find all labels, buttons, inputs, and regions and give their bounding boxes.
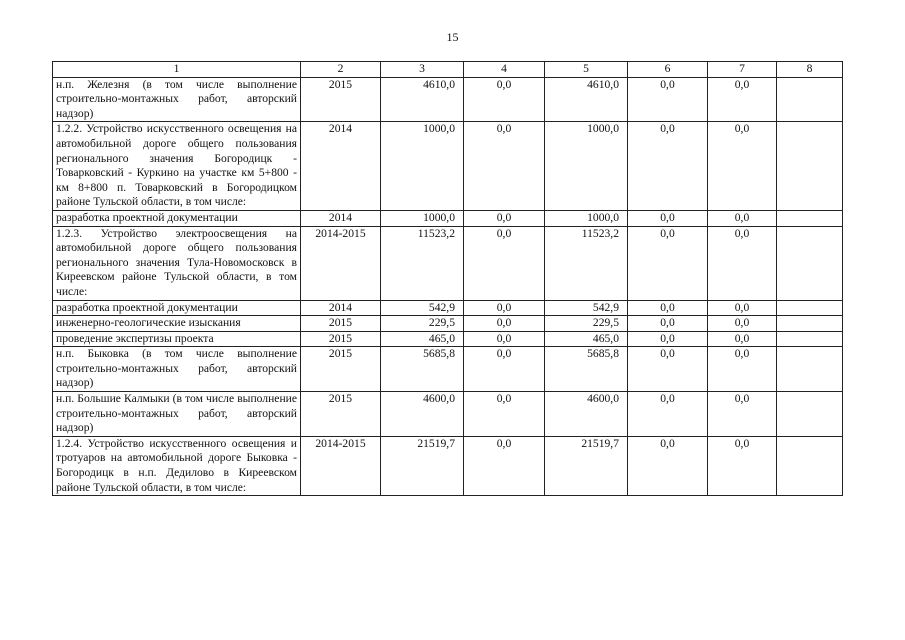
row-period: 2015 (301, 331, 381, 347)
row-description: разработка проектной документации (53, 210, 301, 226)
row-period: 2014 (301, 122, 381, 211)
table-row (53, 316, 843, 332)
table-row (53, 226, 843, 300)
row-total: 21519,7 (381, 436, 464, 495)
row-description: н.п. Большие Калмыки (в том числе выполнение строительно-монтажных работ, авторский надзор) (53, 392, 301, 437)
row-col4: 0,0 (464, 331, 545, 347)
column-header-7: 7 (708, 62, 777, 78)
row-total: 5685,8 (381, 347, 464, 392)
row-col7: 0,0 (708, 436, 777, 495)
column-header-4: 4 (464, 62, 545, 78)
row-total: 1000,0 (381, 210, 464, 226)
row-col6: 0,0 (628, 122, 708, 211)
row-col8 (777, 226, 843, 300)
row-col5: 229,5 (545, 316, 628, 332)
row-period: 2014-2015 (301, 436, 381, 495)
row-col7: 0,0 (708, 392, 777, 437)
row-col8 (777, 77, 843, 122)
row-total: 1000,0 (381, 122, 464, 211)
column-header-2: 2 (301, 62, 381, 78)
row-col6: 0,0 (628, 77, 708, 122)
row-period: 2014 (301, 210, 381, 226)
row-col4: 0,0 (464, 436, 545, 495)
table-body (53, 62, 843, 496)
row-description: 1.2.4. Устройство искусственного освещения и тротуаров на автомобильной дороге Быковка - Богородицк в н.п. Дедилово в Киреевском районе Тульской области, в том числе: (53, 436, 301, 495)
row-col4: 0,0 (464, 77, 545, 122)
column-header-8: 8 (777, 62, 843, 78)
row-period: 2014 (301, 300, 381, 316)
row-description: 1.2.3. Устройство электроосвещения на автомобильной дороге общего пользования регионального значения Тула-Новомосковск в Киреевском районе Тульской области, в том числе: (53, 226, 301, 300)
row-col5: 5685,8 (545, 347, 628, 392)
row-col8 (777, 210, 843, 226)
row-col5: 11523,2 (545, 226, 628, 300)
row-total: 4610,0 (381, 77, 464, 122)
row-col4: 0,0 (464, 226, 545, 300)
row-col6: 0,0 (628, 436, 708, 495)
row-period: 2015 (301, 77, 381, 122)
row-total: 465,0 (381, 331, 464, 347)
row-col6: 0,0 (628, 392, 708, 437)
row-description: инженерно-геологические изыскания (53, 316, 301, 332)
column-number-row (53, 62, 843, 78)
column-header-3: 3 (381, 62, 464, 78)
table-row (53, 331, 843, 347)
row-description: разработка проектной документации (53, 300, 301, 316)
row-period: 2015 (301, 347, 381, 392)
row-total: 4600,0 (381, 392, 464, 437)
row-col8 (777, 436, 843, 495)
row-total: 229,5 (381, 316, 464, 332)
row-col4: 0,0 (464, 347, 545, 392)
table-row (53, 347, 843, 392)
row-period: 2015 (301, 392, 381, 437)
page-number: 15 (446, 30, 459, 44)
row-col8 (777, 347, 843, 392)
column-header-6: 6 (628, 62, 708, 78)
row-col6: 0,0 (628, 347, 708, 392)
table-row (53, 436, 843, 495)
row-col8 (777, 300, 843, 316)
row-col6: 0,0 (628, 300, 708, 316)
table-row (53, 392, 843, 437)
row-col8 (777, 331, 843, 347)
row-col7: 0,0 (708, 331, 777, 347)
budget-table (52, 61, 843, 496)
row-col8 (777, 316, 843, 332)
row-col7: 0,0 (708, 300, 777, 316)
table-row (53, 77, 843, 122)
row-col8 (777, 392, 843, 437)
row-col4: 0,0 (464, 210, 545, 226)
row-col6: 0,0 (628, 226, 708, 300)
row-col6: 0,0 (628, 210, 708, 226)
row-col7: 0,0 (708, 347, 777, 392)
row-col5: 465,0 (545, 331, 628, 347)
row-col6: 0,0 (628, 331, 708, 347)
row-col5: 542,9 (545, 300, 628, 316)
table-row (53, 122, 843, 211)
row-description: 1.2.2. Устройство искусственного освещения на автомобильной дороге общего пользования регионального значения Богородицк - Товарковский - Куркино на участке км 5+800 - км 8+800 п. Товарковский в Богородицком районе Тульской области, в том числе: (53, 122, 301, 211)
row-period: 2014-2015 (301, 226, 381, 300)
row-col7: 0,0 (708, 316, 777, 332)
row-col4: 0,0 (464, 316, 545, 332)
row-col8 (777, 122, 843, 211)
row-description: н.п. Быковка (в том числе выполнение строительно-монтажных работ, авторский надзор) (53, 347, 301, 392)
table-row (53, 300, 843, 316)
row-col7: 0,0 (708, 226, 777, 300)
row-col6: 0,0 (628, 316, 708, 332)
row-period: 2015 (301, 316, 381, 332)
row-description: н.п. Железня (в том числе выполнение строительно-монтажных работ, авторский надзор) (53, 77, 301, 122)
row-col4: 0,0 (464, 122, 545, 211)
row-col5: 4600,0 (545, 392, 628, 437)
row-col7: 0,0 (708, 122, 777, 211)
row-total: 11523,2 (381, 226, 464, 300)
column-header-5: 5 (545, 62, 628, 78)
row-col4: 0,0 (464, 392, 545, 437)
row-col7: 0,0 (708, 77, 777, 122)
row-col5: 4610,0 (545, 77, 628, 122)
row-col5: 1000,0 (545, 210, 628, 226)
row-col4: 0,0 (464, 300, 545, 316)
row-col5: 21519,7 (545, 436, 628, 495)
table-row (53, 210, 843, 226)
row-col5: 1000,0 (545, 122, 628, 211)
column-header-1: 1 (53, 62, 301, 78)
row-description: проведение экспертизы проекта (53, 331, 301, 347)
row-total: 542,9 (381, 300, 464, 316)
row-col7: 0,0 (708, 210, 777, 226)
